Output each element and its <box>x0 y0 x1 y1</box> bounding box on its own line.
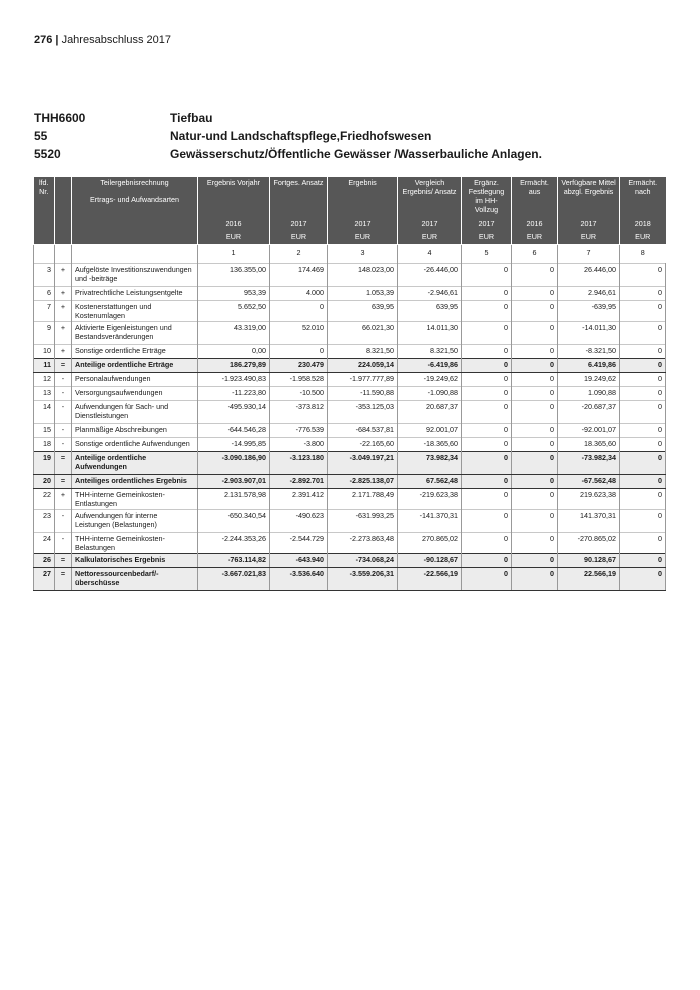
row-label: Aufwendungen für Sach- und Dienstleistungen <box>72 401 198 424</box>
row-value-col-7: -639,95 <box>558 301 620 322</box>
row-value-col-2: 174.469 <box>270 264 328 287</box>
row-value-col-7: -73.982,34 <box>558 452 620 475</box>
row-operator: + <box>55 345 72 359</box>
row-value-col-1: -650.340,54 <box>198 510 270 533</box>
row-value-col-7: -8.321,50 <box>558 345 620 359</box>
row-number: 20 <box>34 475 55 489</box>
table-row <box>34 401 666 424</box>
row-value-col-2: -2.892.701 <box>270 475 328 489</box>
row-value-col-1: -3.090.186,90 <box>198 452 270 475</box>
row-value-col-6: 0 <box>512 301 558 322</box>
row-value-col-2: -373.812 <box>270 401 328 424</box>
row-value-col-5: 0 <box>462 387 512 401</box>
row-value-col-4: 67.562,48 <box>398 475 462 489</box>
unit-cell: EUR <box>328 231 398 245</box>
row-number: 26 <box>34 554 55 568</box>
unit-cell <box>55 231 72 245</box>
col-header-op <box>55 177 72 217</box>
col-header-label <box>72 177 198 217</box>
row-operator: = <box>55 452 72 475</box>
index-cell <box>34 245 55 260</box>
unit-cell: EUR <box>198 231 270 245</box>
row-value-col-6: 0 <box>512 359 558 373</box>
row-value-col-3: -684.537,81 <box>328 424 398 438</box>
row-label: THH-interne Gemeinkosten-Entlastungen <box>72 489 198 510</box>
year-cell: 2017 <box>270 217 328 231</box>
row-value-col-5: 0 <box>462 401 512 424</box>
row-value-col-4: -19.249,62 <box>398 373 462 387</box>
row-number: 6 <box>34 287 55 301</box>
row-operator: - <box>55 510 72 533</box>
row-value-col-4: 20.687,37 <box>398 401 462 424</box>
index-cell <box>55 245 72 260</box>
col-header-8: Ermächt. nach <box>620 177 666 217</box>
row-value-col-3: -2.273.863,48 <box>328 533 398 554</box>
column-index-row <box>34 245 666 260</box>
row-operator: + <box>55 264 72 287</box>
row-value-col-7: -270.865,02 <box>558 533 620 554</box>
row-value-col-2: -643.940 <box>270 554 328 568</box>
row-value-col-4: -22.566,19 <box>398 568 462 591</box>
row-value-col-8: 0 <box>620 424 666 438</box>
row-value-col-1: 43.319,00 <box>198 322 270 345</box>
row-number: 11 <box>34 359 55 373</box>
row-operator: + <box>55 287 72 301</box>
row-operator: - <box>55 387 72 401</box>
document-title: Jahresabschluss 2017 <box>61 34 172 46</box>
row-value-col-7: -20.687,37 <box>558 401 620 424</box>
row-value-col-5: 0 <box>462 489 512 510</box>
row-number: 15 <box>34 424 55 438</box>
row-value-col-6: 0 <box>512 533 558 554</box>
page-number: 276 <box>34 34 53 46</box>
row-value-col-6: 0 <box>512 475 558 489</box>
row-operator: - <box>55 438 72 452</box>
table-row <box>34 322 666 345</box>
row-value-col-6: 0 <box>512 287 558 301</box>
header-row-units <box>34 231 666 245</box>
row-value-col-2: -3.800 <box>270 438 328 452</box>
row-value-col-2: 2.391.412 <box>270 489 328 510</box>
table-row <box>34 489 666 510</box>
year-cell: 2018 <box>620 217 666 231</box>
row-value-col-4: -141.370,31 <box>398 510 462 533</box>
col-header-2: Fortges. Ansatz <box>270 177 328 217</box>
header-separator: | <box>55 34 59 46</box>
row-value-col-4: 14.011,30 <box>398 322 462 345</box>
row-value-col-8: 0 <box>620 287 666 301</box>
row-value-col-4: -90.128,67 <box>398 554 462 568</box>
row-value-col-7: 141.370,31 <box>558 510 620 533</box>
row-value-col-5: 0 <box>462 373 512 387</box>
col-header-label-sub: Ertrags- und Aufwandsarten <box>89 195 180 204</box>
row-value-col-4: -26.446,00 <box>398 264 462 287</box>
row-value-col-3: 66.021,30 <box>328 322 398 345</box>
row-number: 23 <box>34 510 55 533</box>
table-row <box>34 533 666 554</box>
row-label: Anteilige ordentliche Aufwendungen <box>72 452 198 475</box>
index-cell: 1 <box>198 245 270 260</box>
row-value-col-1: -2.903.907,01 <box>198 475 270 489</box>
row-number: 13 <box>34 387 55 401</box>
row-value-col-1: -2.244.353,26 <box>198 533 270 554</box>
year-cell: 2017 <box>558 217 620 231</box>
row-label: THH-interne Gemeinkosten-Belastungen <box>72 533 198 554</box>
row-label: Anteiliges ordentliches Ergebnis <box>72 475 198 489</box>
row-value-col-1: 5.652,50 <box>198 301 270 322</box>
row-value-col-2: -10.500 <box>270 387 328 401</box>
table-row <box>34 387 666 401</box>
row-value-col-5: 0 <box>462 554 512 568</box>
row-operator: + <box>55 489 72 510</box>
header-row-titles <box>34 177 666 217</box>
row-value-col-4: -18.365,60 <box>398 438 462 452</box>
unit-cell <box>34 231 55 245</box>
row-value-col-6: 0 <box>512 264 558 287</box>
row-value-col-6: 0 <box>512 554 558 568</box>
row-operator: - <box>55 401 72 424</box>
row-number: 18 <box>34 438 55 452</box>
year-cell: 2016 <box>512 217 558 231</box>
title-name: Natur-und Landschaftspflege,Friedhofswesen <box>170 129 432 143</box>
row-value-col-3: -2.825.138,07 <box>328 475 398 489</box>
row-value-col-3: -353.125,03 <box>328 401 398 424</box>
index-cell: 6 <box>512 245 558 260</box>
row-value-col-8: 0 <box>620 568 666 591</box>
row-value-col-8: 0 <box>620 533 666 554</box>
row-value-col-8: 0 <box>620 373 666 387</box>
row-operator: = <box>55 554 72 568</box>
unit-cell: EUR <box>270 231 328 245</box>
row-number: 19 <box>34 452 55 475</box>
row-number: 12 <box>34 373 55 387</box>
row-value-col-2: -1.958.528 <box>270 373 328 387</box>
row-value-col-1: -1.923.490,83 <box>198 373 270 387</box>
row-value-col-5: 0 <box>462 475 512 489</box>
row-value-col-2: -2.544.729 <box>270 533 328 554</box>
table-row <box>34 301 666 322</box>
row-number: 22 <box>34 489 55 510</box>
row-value-col-7: 22.566,19 <box>558 568 620 591</box>
row-value-col-7: 219.623,38 <box>558 489 620 510</box>
row-value-col-2: 0 <box>270 301 328 322</box>
row-label: Aufwendungen für interne Leistungen (Belastungen) <box>72 510 198 533</box>
unit-cell: EUR <box>512 231 558 245</box>
index-cell: 5 <box>462 245 512 260</box>
row-value-col-1: 0,00 <box>198 345 270 359</box>
row-label: Personalaufwendungen <box>72 373 198 387</box>
row-value-col-8: 0 <box>620 345 666 359</box>
row-operator: - <box>55 373 72 387</box>
row-number: 27 <box>34 568 55 591</box>
table-row <box>34 475 666 489</box>
col-header-label-title: Teilergebnisrechnung <box>100 178 169 187</box>
row-value-col-7: 26.446,00 <box>558 264 620 287</box>
table-row <box>34 359 666 373</box>
row-value-col-3: -734.068,24 <box>328 554 398 568</box>
title-row-product <box>34 109 674 127</box>
col-header-7: Verfügbare Mittel abzgl. Ergebnis <box>558 177 620 217</box>
row-label: Aufgelöste Investitionszuwendungen und -beiträge <box>72 264 198 287</box>
row-value-col-7: 6.419,86 <box>558 359 620 373</box>
table-row <box>34 452 666 475</box>
row-operator: - <box>55 424 72 438</box>
row-value-col-2: 52.010 <box>270 322 328 345</box>
row-value-col-8: 0 <box>620 264 666 287</box>
row-value-col-5: 0 <box>462 438 512 452</box>
row-value-col-7: 1.090,88 <box>558 387 620 401</box>
row-value-col-6: 0 <box>512 373 558 387</box>
table-row <box>34 510 666 533</box>
row-value-col-3: -3.049.197,21 <box>328 452 398 475</box>
row-value-col-8: 0 <box>620 554 666 568</box>
row-operator: = <box>55 475 72 489</box>
row-value-col-5: 0 <box>462 424 512 438</box>
row-value-col-5: 0 <box>462 264 512 287</box>
row-value-col-1: -495.930,14 <box>198 401 270 424</box>
row-value-col-1: -3.667.021,83 <box>198 568 270 591</box>
row-value-col-4: -219.623,38 <box>398 489 462 510</box>
table-row <box>34 438 666 452</box>
row-value-col-8: 0 <box>620 475 666 489</box>
row-value-col-5: 0 <box>462 568 512 591</box>
row-value-col-7: -92.001,07 <box>558 424 620 438</box>
row-value-col-8: 0 <box>620 438 666 452</box>
row-value-col-6: 0 <box>512 489 558 510</box>
row-label: Sonstige ordentliche Erträge <box>72 345 198 359</box>
row-value-col-1: 136.355,00 <box>198 264 270 287</box>
row-value-col-3: -631.993,25 <box>328 510 398 533</box>
row-value-col-1: -14.995,85 <box>198 438 270 452</box>
row-number: 14 <box>34 401 55 424</box>
row-value-col-8: 0 <box>620 359 666 373</box>
col-header-4: Vergleich Ergebnis/ Ansatz <box>398 177 462 217</box>
row-operator: - <box>55 533 72 554</box>
row-value-col-5: 0 <box>462 287 512 301</box>
row-value-col-5: 0 <box>462 533 512 554</box>
row-value-col-2: -3.123.180 <box>270 452 328 475</box>
row-value-col-4: 92.001,07 <box>398 424 462 438</box>
row-value-col-6: 0 <box>512 424 558 438</box>
row-label: Privatrechtliche Leistungsentgelte <box>72 287 198 301</box>
row-label: Aktivierte Eigenleistungen und Bestandsveränderungen <box>72 322 198 345</box>
row-value-col-1: -11.223,80 <box>198 387 270 401</box>
row-value-col-4: 73.982,34 <box>398 452 462 475</box>
title-row-group <box>34 145 674 163</box>
row-value-col-1: 2.131.578,98 <box>198 489 270 510</box>
row-value-col-6: 0 <box>512 345 558 359</box>
title-name: Gewässerschutz/Öffentliche Gewässer /Wasserbauliche Anlagen. <box>170 147 542 161</box>
row-value-col-5: 0 <box>462 322 512 345</box>
title-code: 5520 <box>34 147 61 161</box>
row-value-col-7: 2.946,61 <box>558 287 620 301</box>
section-titles <box>34 109 674 163</box>
row-value-col-1: 186.279,89 <box>198 359 270 373</box>
row-operator: + <box>55 322 72 345</box>
page-header <box>34 34 171 46</box>
row-operator: = <box>55 568 72 591</box>
col-header-6: Ermächt. aus <box>512 177 558 217</box>
row-value-col-3: 639,95 <box>328 301 398 322</box>
row-value-col-8: 0 <box>620 322 666 345</box>
index-cell: 8 <box>620 245 666 260</box>
row-value-col-2: 0 <box>270 345 328 359</box>
row-label: Nettoressourcenbedarf/-überschüsse <box>72 568 198 591</box>
table-row <box>34 345 666 359</box>
index-cell: 3 <box>328 245 398 260</box>
table-row <box>34 264 666 287</box>
row-value-col-2: 4.000 <box>270 287 328 301</box>
row-value-col-7: 19.249,62 <box>558 373 620 387</box>
unit-cell <box>72 231 198 245</box>
year-cell <box>72 217 198 231</box>
row-label: Anteilige ordentliche Erträge <box>72 359 198 373</box>
row-value-col-8: 0 <box>620 489 666 510</box>
row-operator: = <box>55 359 72 373</box>
row-operator: + <box>55 301 72 322</box>
table-row <box>34 373 666 387</box>
row-label: Kostenerstattungen und Kostenumlagen <box>72 301 198 322</box>
index-cell: 7 <box>558 245 620 260</box>
row-value-col-2: -3.536.640 <box>270 568 328 591</box>
row-value-col-3: 8.321,50 <box>328 345 398 359</box>
row-value-col-8: 0 <box>620 452 666 475</box>
row-value-col-3: -11.590,88 <box>328 387 398 401</box>
index-cell: 4 <box>398 245 462 260</box>
row-value-col-7: 90.128,67 <box>558 554 620 568</box>
table-row <box>34 424 666 438</box>
row-value-col-5: 0 <box>462 301 512 322</box>
unit-cell: EUR <box>398 231 462 245</box>
row-value-col-6: 0 <box>512 438 558 452</box>
row-value-col-1: -644.546,28 <box>198 424 270 438</box>
row-number: 10 <box>34 345 55 359</box>
row-value-col-6: 0 <box>512 568 558 591</box>
table-row <box>34 554 666 568</box>
col-header-3: Ergebnis <box>328 177 398 217</box>
row-value-col-6: 0 <box>512 452 558 475</box>
col-header-nr: lfd. Nr. <box>34 177 55 217</box>
col-header-1: Ergebnis Vorjahr <box>198 177 270 217</box>
header-row-years <box>34 217 666 231</box>
year-cell: 2017 <box>328 217 398 231</box>
row-value-col-7: -14.011,30 <box>558 322 620 345</box>
row-value-col-8: 0 <box>620 401 666 424</box>
index-cell: 2 <box>270 245 328 260</box>
title-code: 55 <box>34 129 48 143</box>
row-value-col-4: -6.419,86 <box>398 359 462 373</box>
year-cell: 2017 <box>462 217 512 231</box>
row-value-col-4: 8.321,50 <box>398 345 462 359</box>
row-value-col-3: -1.977.777,89 <box>328 373 398 387</box>
row-number: 7 <box>34 301 55 322</box>
unit-cell: EUR <box>558 231 620 245</box>
row-number: 24 <box>34 533 55 554</box>
row-number: 3 <box>34 264 55 287</box>
row-value-col-3: 2.171.788,49 <box>328 489 398 510</box>
row-value-col-6: 0 <box>512 322 558 345</box>
row-value-col-8: 0 <box>620 387 666 401</box>
row-value-col-6: 0 <box>512 510 558 533</box>
row-value-col-6: 0 <box>512 387 558 401</box>
title-row-area <box>34 127 674 145</box>
row-value-col-5: 0 <box>462 359 512 373</box>
row-value-col-2: 230.479 <box>270 359 328 373</box>
row-label: Planmäßige Abschreibungen <box>72 424 198 438</box>
row-value-col-2: -776.539 <box>270 424 328 438</box>
row-label: Versorgungsaufwendungen <box>72 387 198 401</box>
row-value-col-8: 0 <box>620 301 666 322</box>
unit-cell: EUR <box>620 231 666 245</box>
year-cell: 2017 <box>398 217 462 231</box>
row-value-col-3: 1.053,39 <box>328 287 398 301</box>
table-body <box>34 264 666 591</box>
row-value-col-5: 0 <box>462 345 512 359</box>
result-table <box>33 177 666 591</box>
row-value-col-5: 0 <box>462 510 512 533</box>
unit-cell: EUR <box>462 231 512 245</box>
row-value-col-7: -67.562,48 <box>558 475 620 489</box>
row-label: Sonstige ordentliche Aufwendungen <box>72 438 198 452</box>
row-number: 9 <box>34 322 55 345</box>
row-value-col-1: -763.114,82 <box>198 554 270 568</box>
year-cell <box>55 217 72 231</box>
table-row <box>34 568 666 591</box>
row-value-col-2: -490.623 <box>270 510 328 533</box>
row-value-col-4: 639,95 <box>398 301 462 322</box>
row-value-col-1: 953,39 <box>198 287 270 301</box>
year-cell <box>34 217 55 231</box>
row-value-col-6: 0 <box>512 401 558 424</box>
row-value-col-3: -3.559.206,31 <box>328 568 398 591</box>
row-value-col-5: 0 <box>462 452 512 475</box>
table-row <box>34 287 666 301</box>
row-value-col-7: 18.365,60 <box>558 438 620 452</box>
row-value-col-4: -1.090,88 <box>398 387 462 401</box>
title-code: THH6600 <box>34 111 86 125</box>
row-value-col-8: 0 <box>620 510 666 533</box>
col-header-5: Ergänz. Festlegung im HH-Vollzug <box>462 177 512 217</box>
year-cell: 2016 <box>198 217 270 231</box>
title-name: Tiefbau <box>170 111 213 125</box>
row-value-col-4: 270.865,02 <box>398 533 462 554</box>
row-label: Kalkulatorisches Ergebnis <box>72 554 198 568</box>
row-value-col-3: -22.165,60 <box>328 438 398 452</box>
index-cell <box>72 245 198 260</box>
row-value-col-3: 148.023,00 <box>328 264 398 287</box>
row-value-col-4: -2.946,61 <box>398 287 462 301</box>
row-value-col-3: 224.059,14 <box>328 359 398 373</box>
